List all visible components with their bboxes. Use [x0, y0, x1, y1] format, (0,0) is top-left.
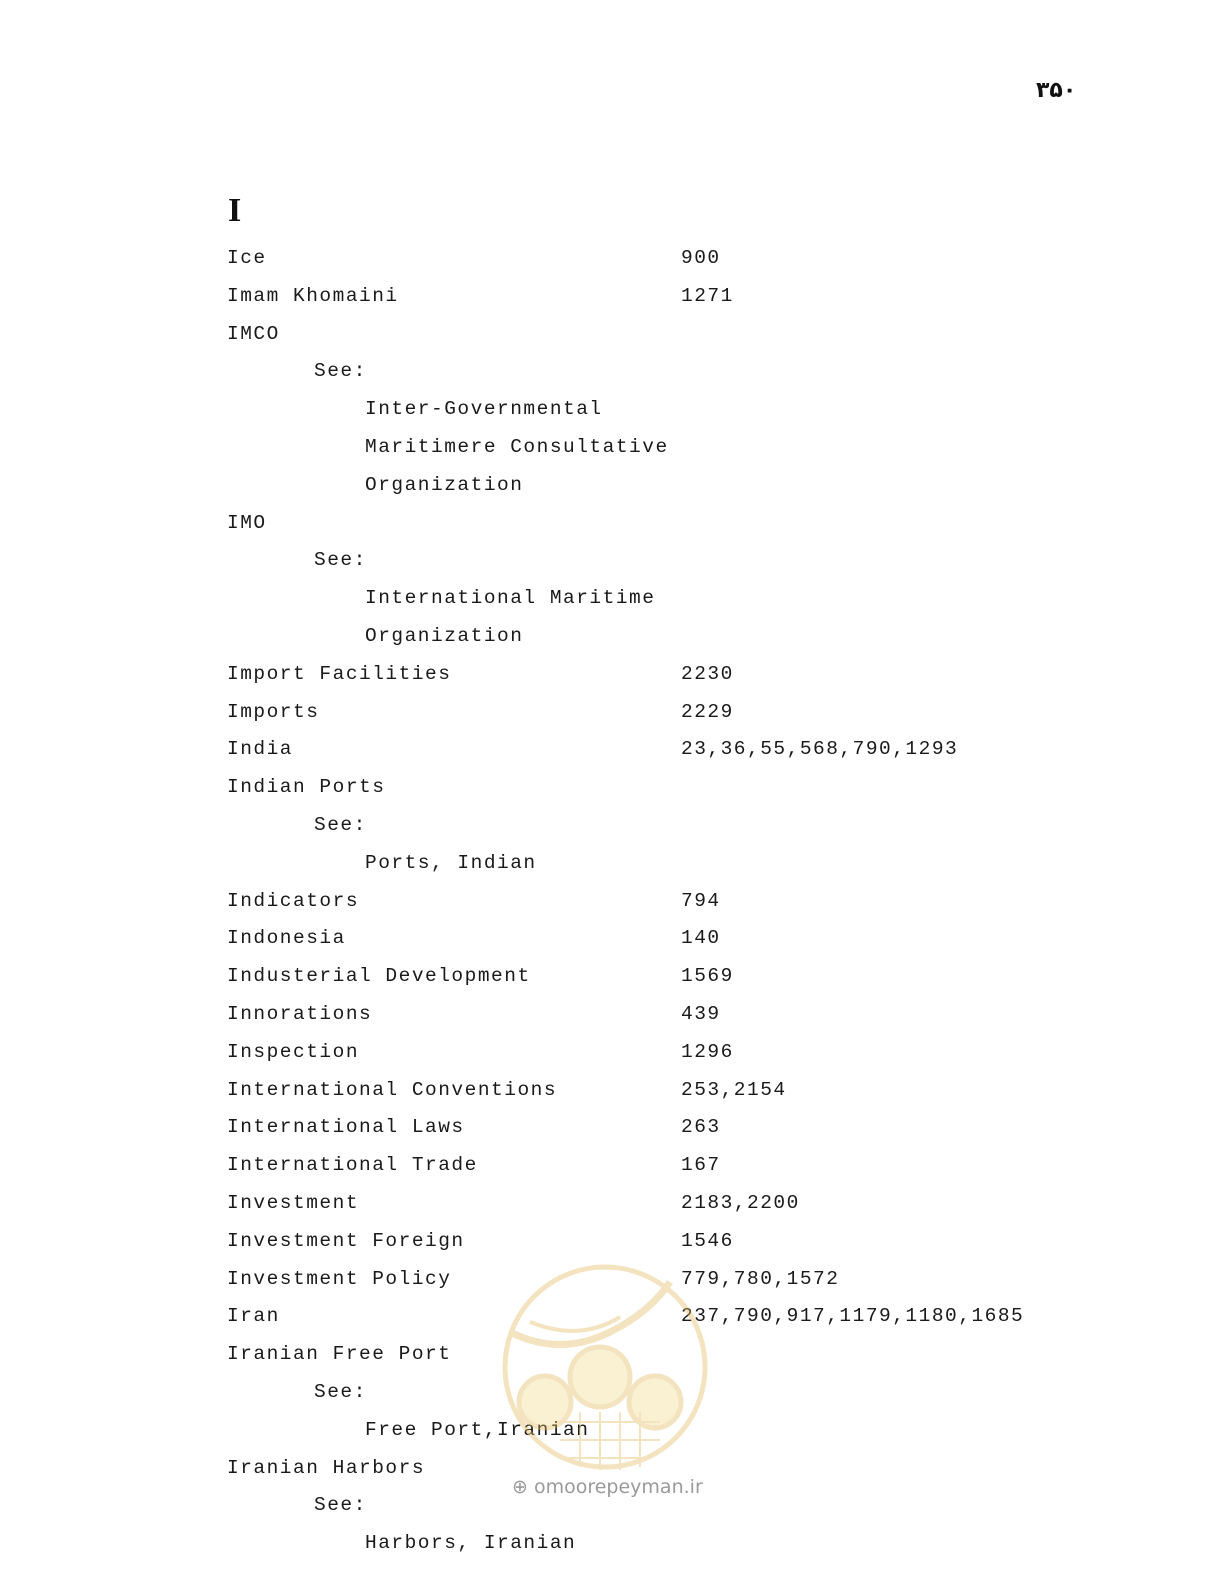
see-target: Harbors, Iranian [365, 1532, 577, 1555]
index-term: Inspection [227, 1040, 360, 1063]
see-target: Inter-Governmental [365, 398, 603, 421]
watermark-url-text: omoorepeyman.ir [533, 1476, 703, 1498]
watermark-logo [500, 1262, 710, 1472]
page-number: ۳۵۰ [1036, 78, 1077, 103]
index-term: Investment Foreign [227, 1229, 465, 1252]
index-pages: 167 [681, 1154, 721, 1177]
index-pages: 23,36,55,568,790,1293 [681, 738, 959, 761]
see-target: Organization [365, 473, 524, 496]
index-term: Innorations [227, 1003, 373, 1025]
globe-icon: ⊕ [512, 1476, 528, 1498]
index-term: IMCO [227, 322, 280, 345]
index-term: Imam Khomaini [227, 284, 399, 307]
index-term: Ice [227, 247, 267, 269]
index-term: Industerial Development [227, 965, 531, 988]
index-pages: 253,2154 [681, 1078, 787, 1101]
index-pages: 140 [681, 927, 721, 950]
index-pages: 1271 [681, 284, 734, 307]
index-pages: 779,780,1572 [681, 1267, 840, 1290]
index-term: Investment Policy [227, 1267, 452, 1290]
index-term: Import Facilities [227, 662, 452, 685]
index-pages: 2230 [681, 662, 734, 685]
see-label: See: [314, 1381, 367, 1403]
index-pages: 1296 [681, 1040, 734, 1063]
index-pages: 794 [681, 889, 721, 912]
index-term: Iranian Free Port [227, 1343, 452, 1366]
index-term: Iran [227, 1305, 280, 1328]
index-term: Indicators [227, 889, 360, 912]
index-term: IMO [227, 511, 267, 534]
watermark-url [512, 1476, 703, 1498]
see-target: Ports, Indian [365, 851, 537, 874]
index-pages: 237,790,917,1179,1180,1685 [681, 1305, 1025, 1328]
see-label: See: [314, 549, 367, 572]
index-term: Investment [227, 1192, 360, 1214]
index-term: Indonesia [227, 927, 346, 950]
index-pages: 263 [681, 1116, 721, 1139]
see-target: International Maritime [365, 587, 656, 610]
index-term: International Laws [227, 1116, 465, 1139]
index-term: India [227, 738, 294, 761]
index-term: International Conventions [227, 1078, 558, 1101]
see-label: See: [314, 360, 367, 383]
index-term: International Trade [227, 1154, 478, 1177]
section-letter: I [228, 192, 242, 229]
index-pages: 439 [681, 1003, 721, 1025]
see-target: Free Port,Iranian [365, 1418, 590, 1441]
index-pages: 1569 [681, 965, 734, 988]
index-pages: 1546 [681, 1229, 734, 1252]
index-term: Iranian Harbors [227, 1456, 426, 1479]
index-pages: 900 [681, 247, 721, 269]
index-term: Imports [227, 700, 320, 723]
index-term: Indian Ports [227, 776, 386, 799]
index-pages: 2229 [681, 700, 734, 723]
index-pages: 2183,2200 [681, 1192, 800, 1214]
see-label: See: [314, 1494, 367, 1517]
see-target: Organization [365, 625, 524, 647]
see-label: See: [314, 814, 367, 836]
see-target: Maritimere Consultative [365, 436, 669, 458]
